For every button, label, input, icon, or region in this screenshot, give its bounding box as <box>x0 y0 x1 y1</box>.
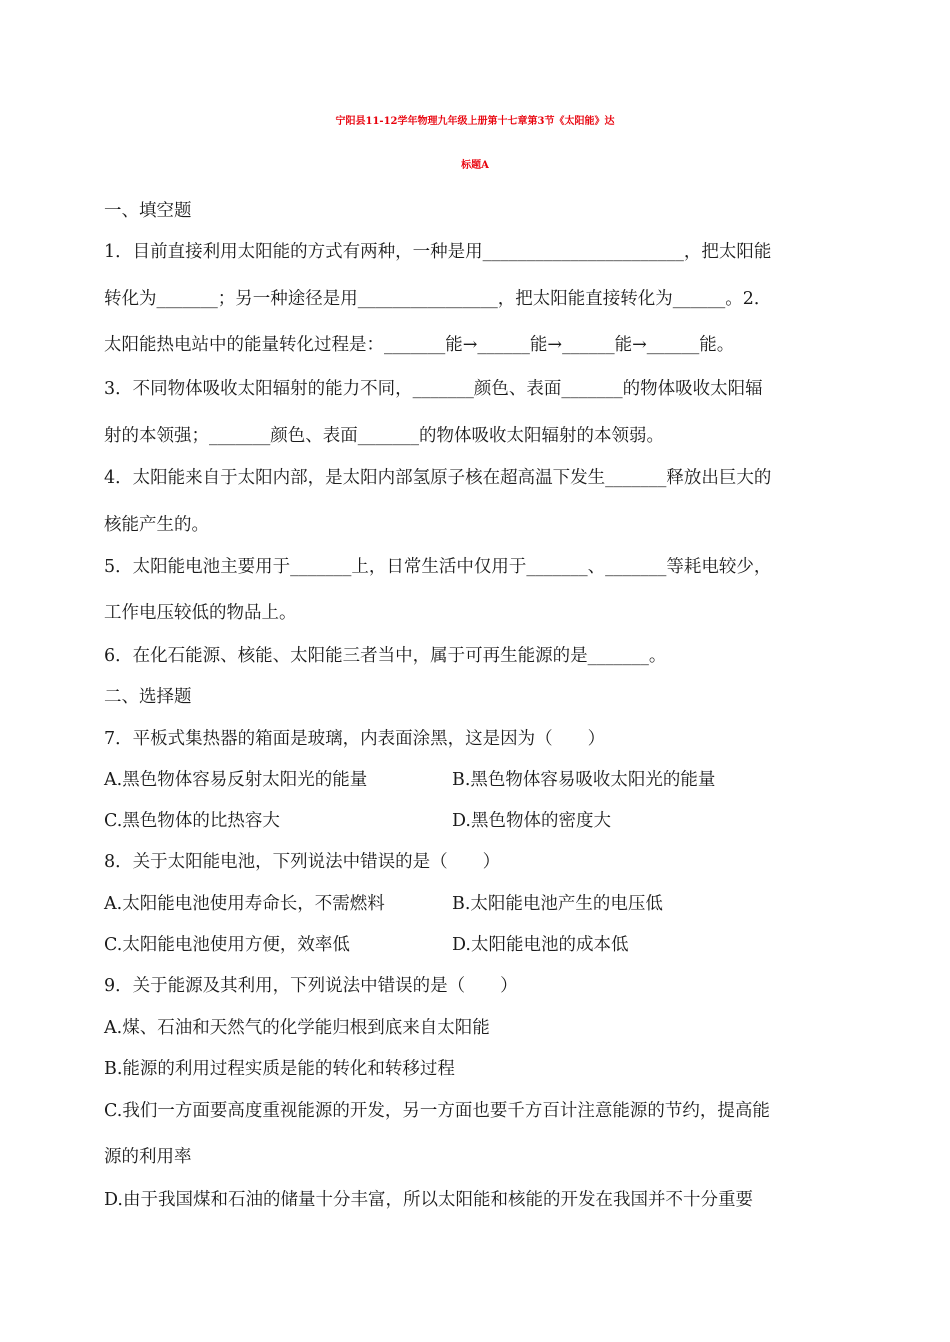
question-7-option-d: D.黑色物体的密度大 <box>452 811 611 831</box>
question-9-stem: 9．关于能源及其利用，下列说法中错误的是（ ） <box>104 976 518 996</box>
question-line: 射的本领强；_______颜色、表面_______的物体吸收太阳辐射的本领弱。 <box>104 426 664 446</box>
question-9-option-c: C.我们一方面要高度重视能源的开发，另一方面也要千方百计注意能源的节约，提高能 <box>104 1101 770 1121</box>
question-9-option-d: D.由于我国煤和石油的储量十分丰富，所以太阳能和核能的开发在我国并不十分重要 <box>104 1190 753 1210</box>
question-7-stem: 7．平板式集热器的箱面是玻璃，内表面涂黑，这是因为（ ） <box>104 729 606 749</box>
question-line: 1．目前直接利用太阳能的方式有两种，一种是用_______________________，把太阳能 <box>104 242 772 262</box>
question-9-option-c-continued: 源的利用率 <box>104 1147 192 1167</box>
section-heading-fill-in: 一、填空题 <box>104 201 192 221</box>
question-8-option-b: B.太阳能电池产生的电压低 <box>452 894 663 914</box>
question-line: 4．太阳能来自于太阳内部，是太阳内部氢原子核在超高温下发生_______释放出巨大的 <box>104 468 772 488</box>
question-line: 3．不同物体吸收太阳辐射的能力不同，_______颜色、表面_______的物体吸收太阳辐 <box>104 379 763 399</box>
question-line: 5．太阳能电池主要用于_______上，日常生活中仅用于_______、_______等耗电较少， <box>104 557 772 577</box>
question-line: 太阳能热电站中的能量转化过程是：_______能→______能→______能→______能。 <box>104 335 735 355</box>
question-7-option-a: A.黑色物体容易反射太阳光的能量 <box>104 770 368 790</box>
question-9-option-a: A.煤、石油和天然气的化学能归根到底来自太阳能 <box>104 1018 490 1038</box>
question-7-option-b: B.黑色物体容易吸收太阳光的能量 <box>452 770 716 790</box>
question-line: 转化为_______；另一种途径是用________________，把太阳能直接转化为______。2． <box>104 289 772 309</box>
document-title-line-2: 标题A <box>461 160 489 171</box>
question-8-option-d: D.太阳能电池的成本低 <box>452 935 629 955</box>
question-line: 6．在化石能源、核能、太阳能三者当中，属于可再生能源的是_______。 <box>104 646 667 666</box>
question-7-option-c: C.黑色物体的比热容大 <box>104 811 280 831</box>
question-9-option-b: B.能源的利用过程实质是能的转化和转移过程 <box>104 1059 455 1079</box>
question-8-option-a: A.太阳能电池使用寿命长，不需燃料 <box>104 894 385 914</box>
question-line: 核能产生的。 <box>104 515 209 535</box>
question-8-stem: 8．关于太阳能电池，下列说法中错误的是（ ） <box>104 852 501 872</box>
question-8-option-c: C.太阳能电池使用方便，效率低 <box>104 935 350 955</box>
section-heading-choice: 二、选择题 <box>104 687 192 707</box>
document-title-line-1: 宁阳县11-12学年物理九年级上册第十七章第3节《太阳能》达 <box>335 116 615 127</box>
question-line: 工作电压较低的物品上。 <box>104 603 297 623</box>
